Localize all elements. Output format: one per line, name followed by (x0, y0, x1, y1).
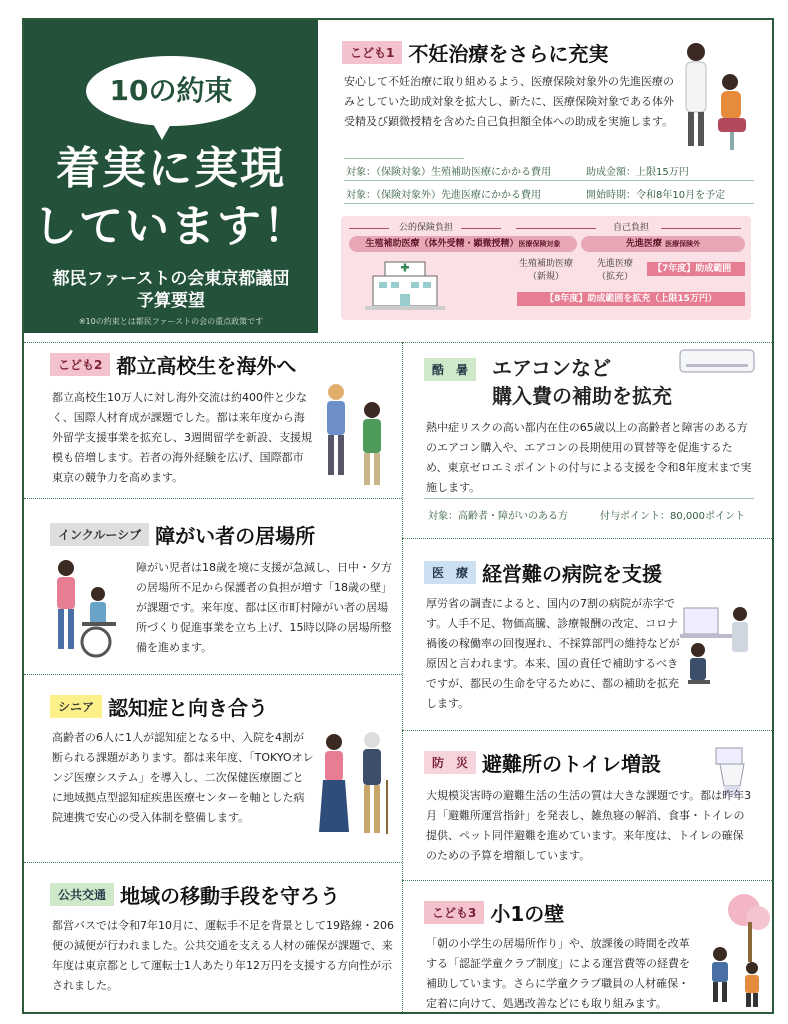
flyer-frame (22, 18, 774, 1014)
heat-info-target: 対象：高齢者・障がいのある方 (428, 511, 568, 522)
kodomo2-title: 都立高校生を海外へ (116, 354, 297, 378)
tag-kodomo3: こども3 (424, 901, 484, 924)
senior-title: 認知症と向き合う (108, 696, 269, 720)
doctor-patient-illustration (674, 38, 754, 158)
kodomo1-title: 不妊治療をさらに充実 (408, 42, 609, 66)
section-heat-header (424, 354, 684, 414)
section-iryo-header (424, 558, 764, 590)
iryo-body: 厚労省の調査によると、国内の7割の病院が赤字です。人手不足、物価高騰、診療報酬の改定、コロナ禍後の稼働率の回復遅れ、不採算部門の維持などが原因と言われます。本来、国の責任で補助するべきですが、都民の生命を守るために、都の補助を拡充します。 (426, 597, 680, 710)
bousai-title: 避難所のトイレ増設 (482, 752, 662, 776)
kodomo1-info-4: 開始時期：令和8年10月を予定 (586, 190, 726, 201)
heat-body: 熱中症リスクの高い都内在住の65歳以上の高齢者と障害のある方のエアコン購入や、エアコンの長期使用の買替等を促進するため、東京ゼロエミポイントの付与による支援を令和8年度末まで実施します。 (426, 421, 752, 494)
kodomo1-info-2: 助成金額：上限15万円 (586, 167, 689, 178)
hero-headline-2: しています！ (33, 201, 309, 252)
inclusive-title: 障がい者の居場所 (155, 524, 316, 548)
chart-public-label: 公的保険負担 (398, 223, 453, 233)
kodomo2-body: 都立高校生10万人に対し海外交流は約400件と少なく、国際人材育成が課題でした。都は来年度から海外留学支援事業を拡充し、3週間留学を新設、支援規模も倍増します。若者の海外経験を広げ、国際都市東京の競争力を高めます。 (52, 391, 312, 484)
wheelchair-illustration (38, 556, 130, 660)
heat-title-2: 購入費の補助を拡充 (492, 384, 672, 408)
kodomo3-title: 小1の壁 (490, 902, 565, 926)
doc-title: 予算要望 (137, 291, 205, 311)
hero-headline-1: 着実に実現 (56, 143, 286, 194)
chart-self-label: 自己負担 (612, 223, 649, 233)
hero-footnote: ※10の約束とは都民ファーストの会の重点政策です (78, 317, 264, 326)
hero-panel (24, 20, 318, 333)
tag-inclusive: インクルーシブ (50, 523, 149, 546)
chart-pill-advanced: 先進医療 医療保険外 (581, 236, 745, 252)
tag-senior: シニア (50, 695, 102, 718)
air-conditioner-icon (678, 346, 758, 382)
tag-heat: 酷 暑 (424, 358, 476, 381)
chart-arrow-fy7: 【7年度】助成範囲 (647, 262, 745, 276)
kotsu-title: 地域の移動手段を守ろう (120, 884, 341, 908)
section-kodomo3-header (424, 898, 684, 930)
section-kotsu-header (50, 880, 400, 912)
inclusive-body: 障がい児者は18歳を境に支援が急減し、日中・夕方の居場所不足から保護者の負担が増す「18歳の壁」が課題です。来年度、都は区市町村障がい者の居場所づくり促進事業を立ち上げ、15時以降の居場所整備を進めます。 (136, 561, 392, 654)
chart-new-label: 生殖補助医療 （新規） (518, 259, 573, 282)
hospital-icon (365, 256, 445, 314)
students-illustration (314, 380, 398, 492)
tag-bousai: 防 災 (424, 751, 476, 774)
kotsu-body: 都営バスでは令和7年10月に、運転手不足を背景として19路線・206便の減便が行われました。公共交通を支える人材の確保が課題で、来年度は東京都として運転士1人あたり年12万円を支援する方向性が示されました。 (52, 919, 394, 992)
kodomo1-info-1: 対象：（保険対象）生殖補助医療にかかる費用 (346, 167, 551, 178)
section-kodomo2-header (50, 350, 390, 382)
section-inclusive-header (50, 520, 390, 552)
chart-ext-label: 先進医療 （拡充） (596, 259, 633, 282)
promise-bubble: 10の約束 (86, 56, 256, 126)
tag-kodomo1: こども1 (342, 41, 402, 64)
seniors-illustration (314, 720, 398, 850)
org-name: 都民ファーストの会東京都議団 (52, 269, 290, 289)
hospital-office-illustration (678, 594, 758, 694)
subsidy-coverage-chart (341, 216, 751, 320)
heat-info-points: 付与ポイント：80,000ポイント (600, 511, 745, 522)
tag-kotsu: 公共交通 (50, 883, 114, 906)
kodomo3-body: 「朝の小学生の居場所作り」や、放課後の時間を改革する「認証学童クラブ制度」による運営費等の経費を補助しています。さらに学童クラブ職員の人材確保・定着に向けて、処遇改善などにも取り組みます。 (426, 937, 690, 1010)
section-bousai-header (424, 748, 724, 780)
heat-title-1: エアコンなど (492, 356, 611, 380)
tag-iryo: 医 療 (424, 561, 476, 584)
chart-pill-reproductive: 生殖補助医療（体外受精・顕微授精）医療保険対象 (349, 236, 577, 252)
senior-body: 高齢者の6人に1人が認知症となる中、入院を4割が断られる課題があります。都は来年度、「TOKYOオレンジ医療システム」を導入し、二次保健医療圏ごとに地域拠点型認知症疾患医療センターを軸とした病院連携で安心の受入体制を整備します。 (52, 731, 314, 824)
tag-kodomo2: こども2 (50, 353, 110, 376)
kodomo1-info-3: 対象：（保険対象外）先進医療にかかる費用 (346, 190, 541, 201)
chart-arrow-fy8: 【8年度】助成範囲を拡充（上限15万円） (517, 292, 745, 306)
iryo-title: 経営難の病院を支援 (482, 562, 663, 586)
kodomo1-body: 安心して不妊治療に取り組めるよう、医療保険対象外の先進医療のみとしていた助成対象を拡大し、新たに、医療保険対象である体外受精及び顕微授精を含めた自己負担額全体への助成を実施します。 (344, 75, 674, 128)
children-tree-illustration (700, 892, 772, 1010)
bousai-body: 大規模災害時の避難生活の生活の質は大きな課題です。都は昨年3月「避難所運営指針」を発表し、雑魚寝の解消、食事・トイレの提供、ペット同伴避難を進めています。来年度は、トイレの確保のための予算を増額しています。 (426, 789, 752, 862)
